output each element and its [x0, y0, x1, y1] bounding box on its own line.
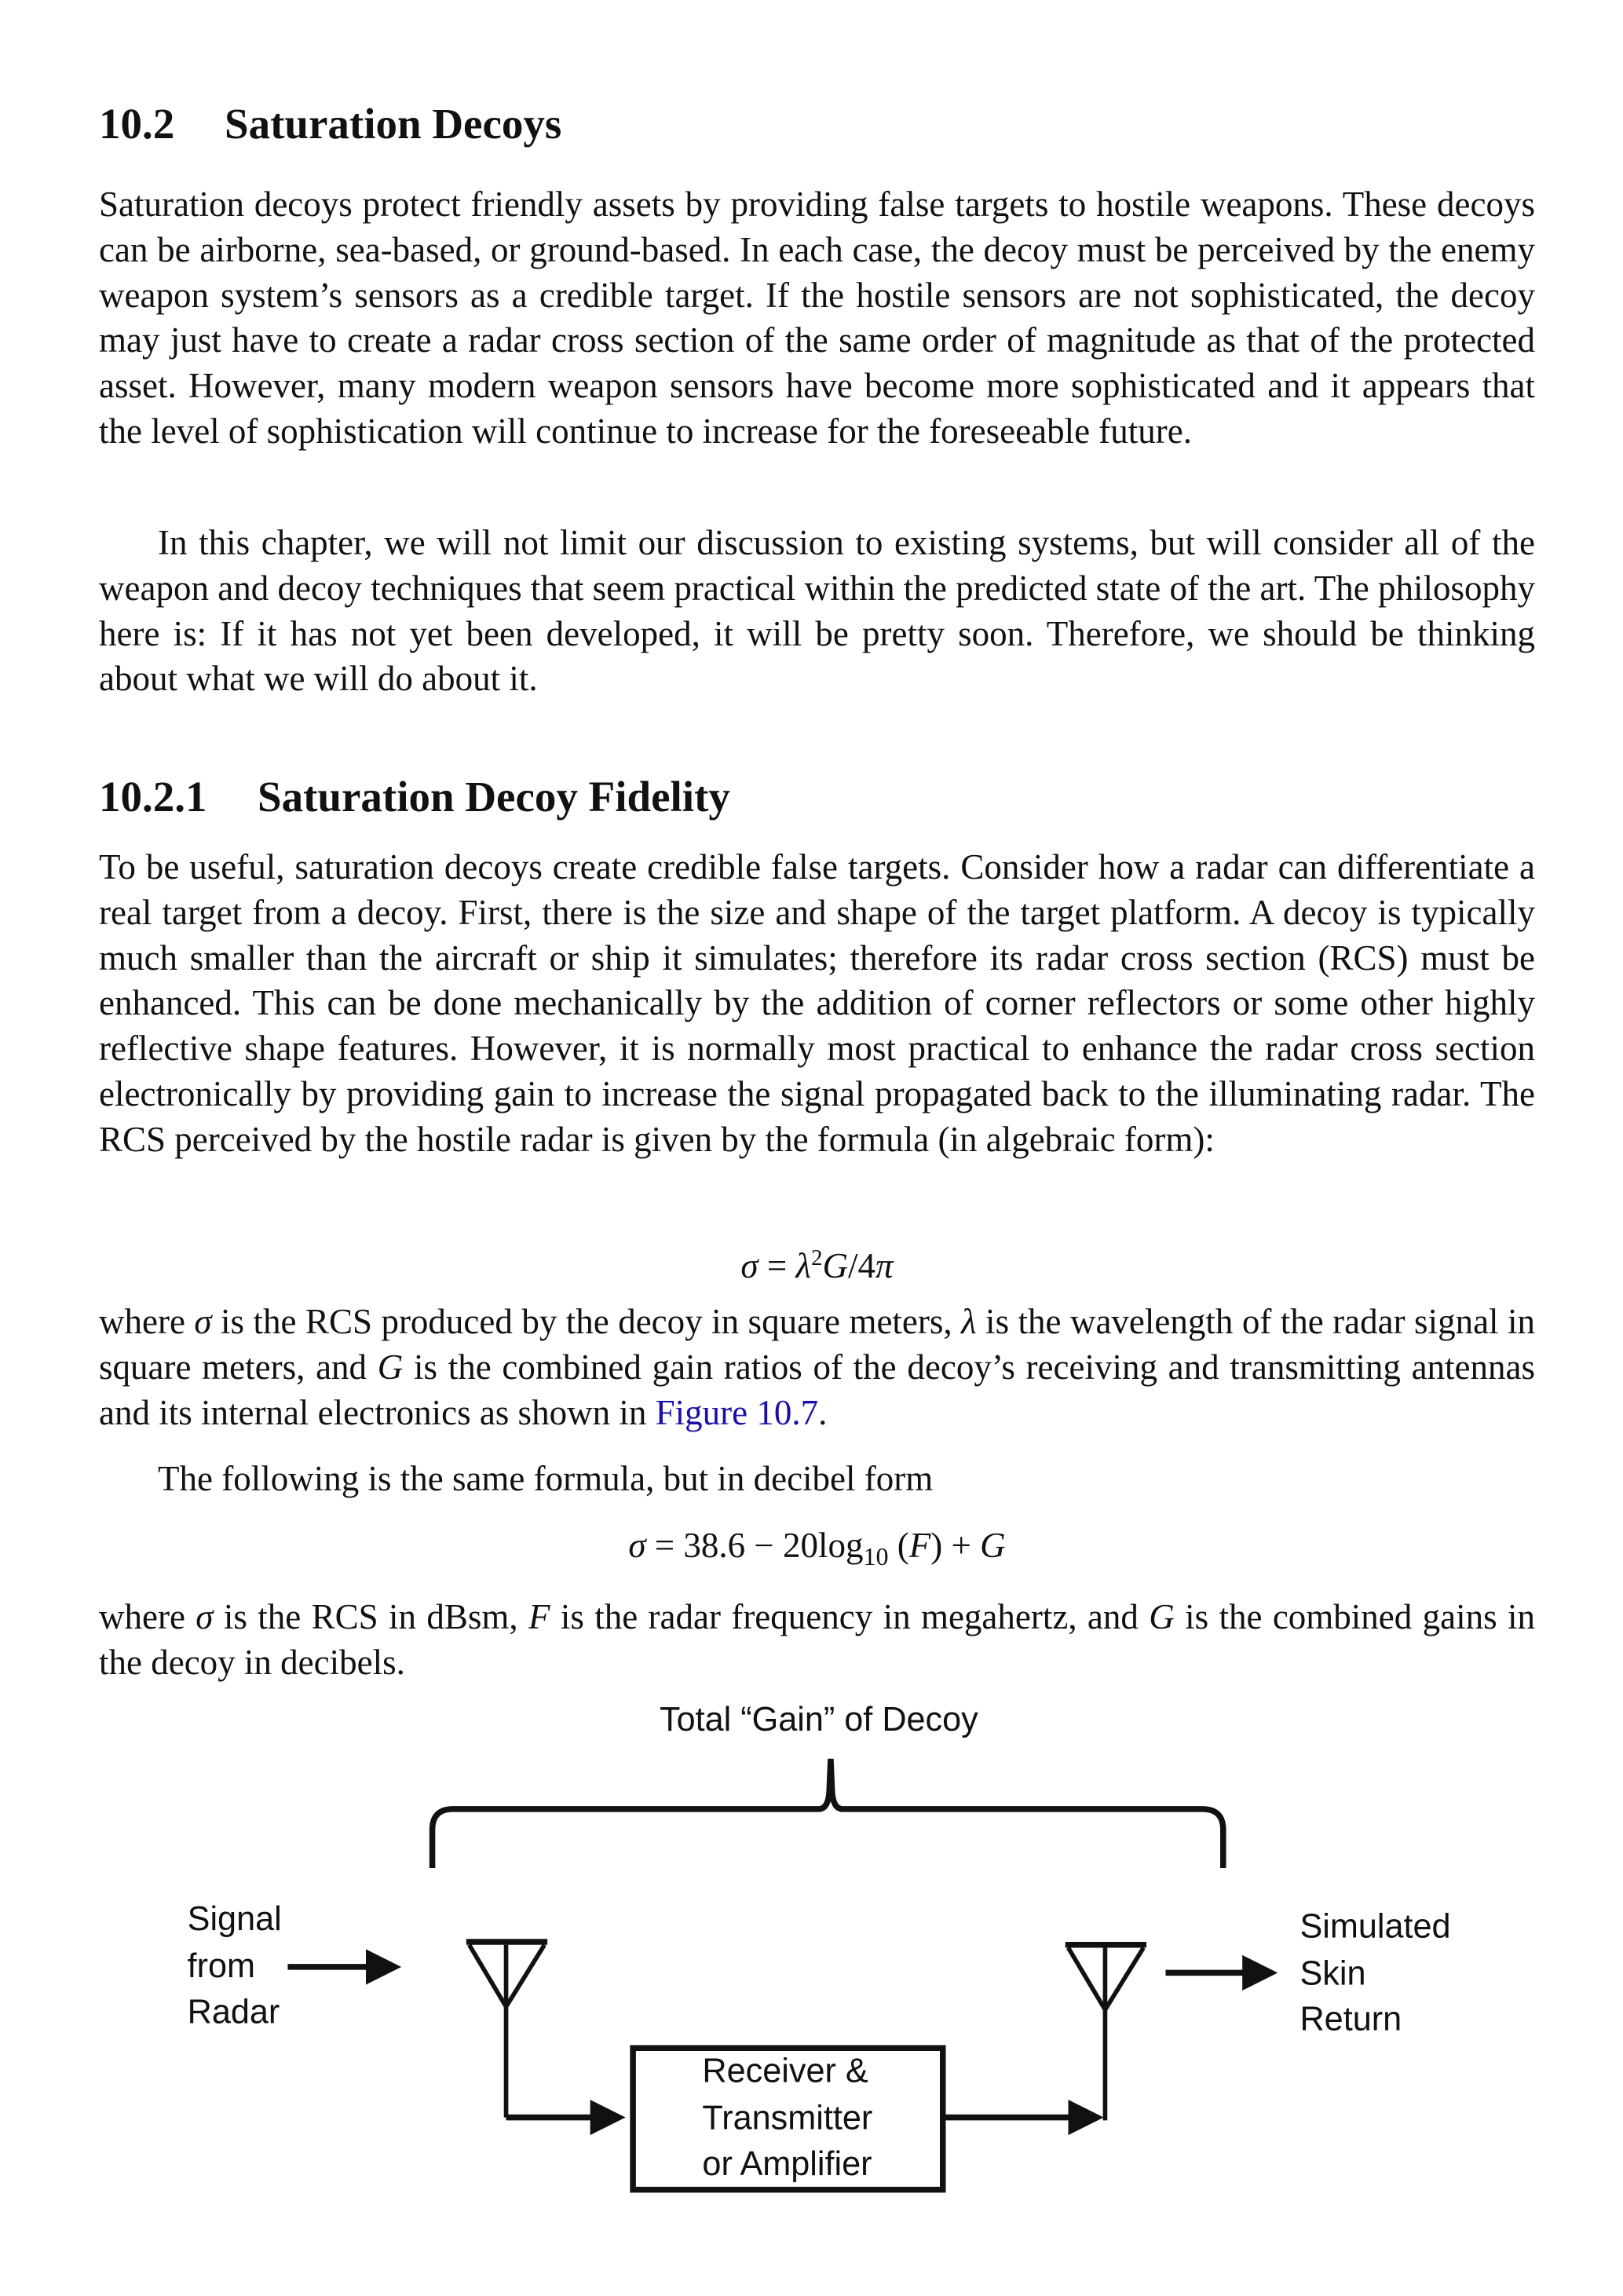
- box-label: [702, 2052, 872, 2182]
- label-line: Signal: [187, 1899, 282, 1938]
- label-line: or Amplifier: [702, 2144, 872, 2183]
- text: is the RCS produced by the decoy in square meters,: [211, 1302, 962, 1341]
- text: where: [99, 1597, 196, 1636]
- gain-symbol: G: [822, 1246, 849, 1285]
- text: is the RCS in dBsm,: [213, 1597, 528, 1636]
- divisor: /4: [848, 1246, 876, 1285]
- label-line: Transmitter: [702, 2099, 873, 2137]
- label-line: from: [187, 1947, 256, 1986]
- receive-antenna-icon: [466, 1942, 547, 2118]
- label-line: Skin: [1299, 1954, 1366, 1993]
- text: where: [99, 1302, 195, 1341]
- equals: =: [758, 1246, 796, 1285]
- figure-link[interactable]: Figure 10.7: [655, 1392, 819, 1432]
- label-line: Simulated: [1299, 1907, 1451, 1946]
- frequency-symbol: F: [908, 1526, 931, 1565]
- paragraph-chapter-scope: In this chapter, we will not limit our discussion to existing systems, but will consider all of the weapon and decoy techniques that seem practical within the predicted state of the art. The philosophy here is: If it has not yet been developed, it will be pretty soon. Therefore, we should be thinking about what we will do about it.: [99, 523, 1535, 699]
- lambda-symbol: λ: [961, 1302, 977, 1341]
- section-number: 10.2: [99, 100, 175, 148]
- text: is the combined gain ratios of the decoy’s receiving and transmitting antennas and its internal electronics as shown in: [99, 1347, 1535, 1432]
- pi-symbol: π: [875, 1246, 894, 1285]
- paragraph-intro: Saturation decoys protect friendly assets by providing false targets to hostile weapons. These decoys can be airborne, sea-based, or ground-based. In each case, the decoy must be perceived by the enemy weapon system’s sensors as a credible target. If the hostile sensors are not sophisticated, the decoy may just have to create a radar cross section of the same order of magnitude as that of the protected asset. However, many modern weapon sensors have become more sophisticated and it appears that the level of sophistication will continue to increase for the foreseeable future.: [99, 185, 1535, 451]
- label-line: Return: [1299, 2000, 1402, 2038]
- sigma-symbol: σ: [628, 1526, 646, 1565]
- text: = 38.6 − 20log: [645, 1526, 864, 1565]
- gain-symbol: G: [980, 1526, 1006, 1565]
- gain-symbol: G: [1149, 1597, 1175, 1636]
- text: is the combined gains in the decoy in decibels.: [99, 1597, 1535, 1682]
- exponent: 2: [811, 1245, 823, 1270]
- subsection-title: Saturation Decoy Fidelity: [258, 773, 730, 821]
- gain-symbol: G: [377, 1347, 404, 1387]
- subsection-number: 10.2.1: [99, 773, 207, 821]
- text: is the radar frequency in megahertz, and: [550, 1597, 1150, 1636]
- lambda-symbol: λ: [795, 1246, 812, 1285]
- paragraph-fidelity: To be useful, saturation decoys create credible false targets. Consider how a radar can differentiate a real target from a decoy. First, there is the size and shape of the target platform. A decoy is typically much smaller than the aircraft or ship it simulates; therefore its radar cross section (RCS) must be enhanced. This can be done mechanically by the addition of corner reflectors or some other highly reflective shape features. However, it is normally most practical to enhance the radar cross section electronically by providing gain to increase the signal propagated back to the illuminating radar. The RCS perceived by the hostile radar is given by the formula (in algebraic form):: [99, 847, 1535, 1159]
- sigma-symbol: σ: [194, 1302, 212, 1341]
- sigma-symbol: σ: [196, 1597, 214, 1636]
- text: is the wavelength of the radar signal in square meters, and: [99, 1302, 1535, 1387]
- sigma-symbol: σ: [740, 1246, 758, 1285]
- label-line: Radar: [187, 1993, 280, 2031]
- brace: [433, 1759, 1223, 1868]
- output-label: [1299, 1907, 1450, 2038]
- text: ) +: [930, 1526, 981, 1565]
- transmit-antenna-icon: [1066, 1945, 1146, 2121]
- figure-title: Total “Gain” of Decoy: [659, 1701, 978, 1739]
- section-title: Saturation Decoys: [225, 100, 562, 148]
- label-line: Receiver &: [702, 2052, 868, 2090]
- text: (: [888, 1526, 909, 1565]
- text: .: [818, 1392, 828, 1432]
- input-label: [188, 1900, 282, 2031]
- paragraph-decibel-intro: The following is the same formula, but in decibel form: [158, 1459, 934, 1498]
- log-base: 10: [863, 1542, 889, 1570]
- frequency-symbol: F: [528, 1597, 550, 1636]
